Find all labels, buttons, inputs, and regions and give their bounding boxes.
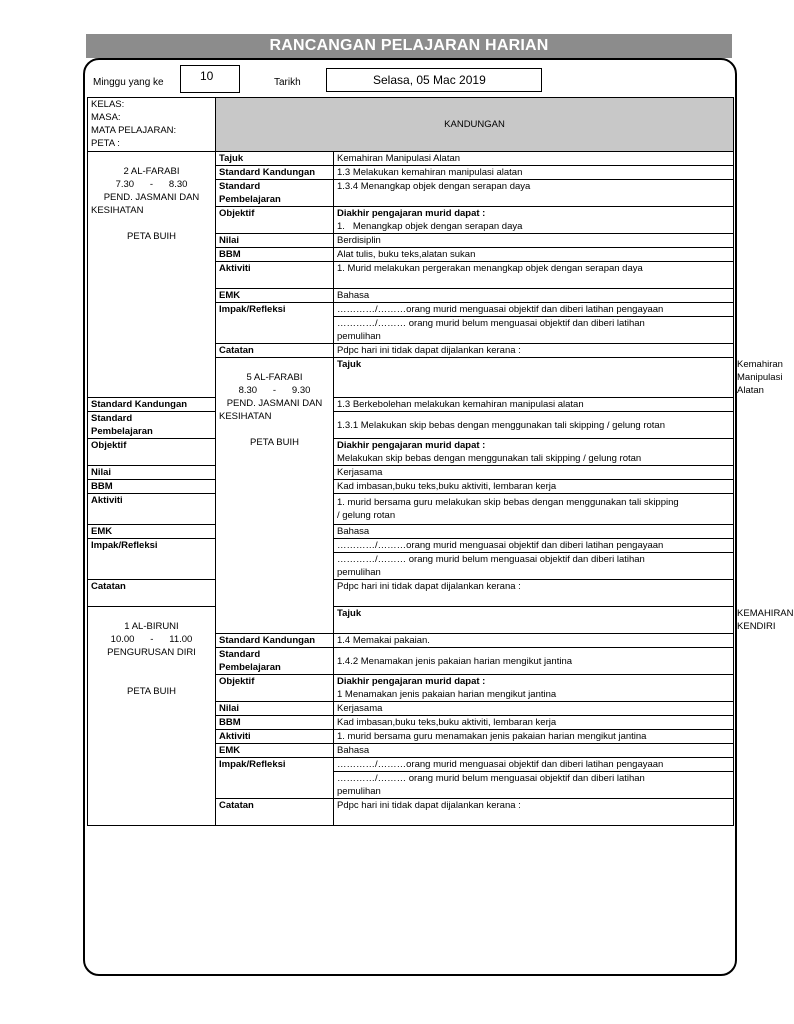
aktiviti-line: 1. murid bersama guru melakukan skip bebas dengan menggunakan tali skipping	[337, 497, 679, 508]
session-info	[216, 358, 334, 634]
table-row	[88, 494, 734, 525]
table-row: 5 AL-FARABI 8.30 - 9.30 PEND. JASMANI DAN KESIHATAN PETA BUIH Tajuk Kemahiran Manipulasi Alatan	[88, 358, 734, 398]
row-label: Impak/Refleksi	[88, 539, 216, 580]
row-label: Aktiviti	[216, 262, 334, 289]
aktiviti-value: 1. murid bersama guru menamakan jenis pakaian harian mengikut jantina	[334, 730, 734, 744]
session-masa: 8.30 - 9.30	[238, 385, 311, 396]
row-label: Objektif	[88, 439, 216, 466]
catatan-value: Pdpc hari ini tidak dapat dijalankan kerana :	[334, 580, 734, 607]
aktiviti-line: / gelung rotan	[337, 510, 396, 521]
table-row	[88, 398, 734, 412]
session-masa: 7.30 - 8.30	[115, 179, 188, 190]
row-label-line: Standard	[91, 413, 133, 424]
standard-kandungan-value: 1.4 Memakai pakaian.	[334, 634, 734, 648]
date-label: Tarikh	[274, 77, 301, 88]
impak-value: …………/………orang murid menguasai objektif dan diberi latihan pengayaan	[334, 303, 734, 317]
row-label-line: Standard	[219, 181, 261, 192]
session-info	[88, 607, 216, 826]
session-peta: PETA BUIH	[250, 437, 299, 448]
impak-value	[334, 772, 734, 799]
session-subject: PEND. JASMANI DAN	[226, 398, 323, 409]
row-label: EMK	[216, 289, 334, 303]
session-masa: 10.00 - 11.00	[110, 634, 193, 645]
row-label: Nilai	[88, 466, 216, 480]
table-row	[88, 152, 734, 166]
row-label	[216, 648, 334, 675]
row-label: Standard Kandungan	[216, 166, 334, 180]
row-label-line: Standard	[219, 649, 261, 660]
objektif-heading: Diakhir pengajaran murid dapat :	[337, 440, 486, 451]
objektif-heading: Diakhir pengajaran murid dapat :	[337, 676, 486, 687]
row-label: Catatan	[216, 799, 334, 826]
catatan-value: Pdpc hari ini tidak dapat dijalankan kerana :	[334, 344, 734, 358]
impak-line: pemulihan	[337, 786, 381, 797]
impak-value: …………/………orang murid menguasai objektif dan diberi latihan pengayaan	[334, 758, 734, 772]
row-label: Impak/Refleksi	[216, 758, 334, 799]
row-label	[216, 180, 334, 207]
impak-line: pemulihan	[337, 567, 381, 578]
row-label-line: Pembelajaran	[219, 194, 281, 205]
standard-pembelajaran-value: 1.4.2 Menamakan jenis pakaian harian mengikut jantina	[334, 648, 734, 675]
emk-value: Bahasa	[334, 744, 734, 758]
kelas-label: KELAS:	[91, 99, 125, 110]
row-label: Nilai	[216, 234, 334, 248]
bbm-value: Kad imbasan,buku teks,buku aktiviti, lembaran kerja	[334, 716, 734, 730]
tajuk-value: Kemahiran Manipulasi Alatan	[334, 152, 734, 166]
impak-line: …………/……… orang murid belum menguasai objektif dan diberi latihan	[337, 318, 645, 329]
row-label: Aktiviti	[88, 494, 216, 525]
row-label: Tajuk	[334, 607, 734, 634]
peta-label: PETA :	[91, 138, 120, 149]
standard-kandungan-value: 1.3 Berkebolehan melakukan kemahiran manipulasi alatan	[334, 398, 734, 412]
impak-value	[334, 317, 734, 344]
session-kelas: 1 AL-BIRUNI	[124, 621, 179, 632]
table-row	[88, 439, 734, 466]
row-label-line: Pembelajaran	[219, 662, 281, 673]
session-peta: PETA BUIH	[127, 231, 176, 242]
page-title: RANCANGAN PELAJARAN HARIAN	[86, 34, 732, 58]
objektif-text: Melakukan skip bebas dengan menggunakan tali skipping / gelung rotan	[337, 453, 642, 464]
objektif-text: 1 Menamakan jenis pakaian harian mengikut jantina	[337, 689, 557, 700]
session-kelas: 5 AL-FARABI	[246, 372, 303, 383]
table-row	[88, 466, 734, 480]
table-row	[88, 539, 734, 553]
row-label: Catatan	[216, 344, 334, 358]
standard-pembelajaran-value: 1.3.4 Menangkap objek dengan serapan daya	[334, 180, 734, 207]
session-peta: PETA BUIH	[127, 686, 176, 697]
header-left-cell	[88, 98, 216, 152]
row-label: Standard Kandungan	[216, 634, 334, 648]
impak-line: …………/……… orang murid belum menguasai objektif dan diberi latihan	[337, 773, 645, 784]
mata-pelajaran-label: MATA PELAJARAN:	[91, 125, 177, 136]
row-label: Tajuk	[334, 358, 734, 398]
row-label: EMK	[216, 744, 334, 758]
impak-value: …………/………orang murid menguasai objektif dan diberi latihan pengayaan	[334, 539, 734, 553]
row-label: Objektif	[216, 207, 334, 234]
session-kelas: 2 AL-FARABI	[123, 166, 180, 177]
row-label: Objektif	[216, 675, 334, 702]
row-label: BBM	[216, 248, 334, 262]
session-subject: PENGURUSAN DIRI	[107, 647, 196, 658]
session-subject: KESIHATAN	[219, 411, 272, 422]
date-field[interactable]: Selasa, 05 Mac 2019	[326, 68, 542, 92]
objektif-value	[334, 439, 734, 466]
bbm-value: Alat tulis, buku teks,alatan sukan	[334, 248, 734, 262]
standard-pembelajaran-value: 1.3.1 Melakukan skip bebas dengan menggunakan tali skipping / gelung rotan	[334, 412, 734, 439]
kandungan-header: KANDUNGAN	[216, 98, 734, 152]
impak-line: …………/……… orang murid belum menguasai objektif dan diberi latihan	[337, 554, 645, 565]
session-subject: PEND. JASMANI DAN	[103, 192, 200, 203]
emk-value: Bahasa	[334, 525, 734, 539]
table-row	[88, 580, 734, 607]
aktiviti-value: 1. Murid melakukan pergerakan menangkap objek dengan serapan daya	[334, 262, 734, 289]
week-field[interactable]: 10	[180, 65, 240, 93]
row-label: Aktiviti	[216, 730, 334, 744]
row-label: Impak/Refleksi	[216, 303, 334, 344]
table-row: 1 AL-BIRUNI 10.00 - 11.00 PENGURUSAN DIRI PETA BUIH Tajuk KEMAHIRAN KENDIRI	[88, 607, 734, 634]
row-label	[88, 412, 216, 439]
table-row	[88, 480, 734, 494]
masa-label: MASA:	[91, 112, 121, 123]
objektif-value	[334, 207, 734, 234]
emk-value: Bahasa	[334, 289, 734, 303]
catatan-value: Pdpc hari ini tidak dapat dijalankan kerana :	[334, 799, 734, 826]
nilai-value: Berdisiplin	[334, 234, 734, 248]
standard-kandungan-value: 1.3 Melakukan kemahiran manipulasi alatan	[334, 166, 734, 180]
row-label: Catatan	[88, 580, 216, 607]
row-label: Tajuk	[216, 152, 334, 166]
bbm-value: Kad imbasan,buku teks,buku aktiviti, lembaran kerja	[334, 480, 734, 494]
row-label: BBM	[216, 716, 334, 730]
impak-line: pemulihan	[337, 331, 381, 342]
table-header-row	[88, 98, 734, 152]
table-row	[88, 412, 734, 439]
table-row	[88, 525, 734, 539]
lesson-plan-table	[87, 97, 794, 826]
session-info	[88, 152, 216, 398]
row-label: EMK	[88, 525, 216, 539]
row-label-line: Pembelajaran	[91, 426, 153, 437]
objektif-text: 1. Menangkap objek dengan serapan daya	[337, 221, 523, 232]
objektif-heading: Diakhir pengajaran murid dapat :	[337, 208, 486, 219]
objektif-value	[334, 675, 734, 702]
row-label: Nilai	[216, 702, 334, 716]
nilai-value: Kerjasama	[334, 466, 734, 480]
impak-value	[334, 553, 734, 580]
row-label: BBM	[88, 480, 216, 494]
session-subject: KESIHATAN	[91, 205, 144, 216]
week-label: Minggu yang ke	[93, 77, 164, 88]
row-label: Standard Kandungan	[88, 398, 216, 412]
nilai-value: Kerjasama	[334, 702, 734, 716]
aktiviti-value	[334, 494, 734, 525]
